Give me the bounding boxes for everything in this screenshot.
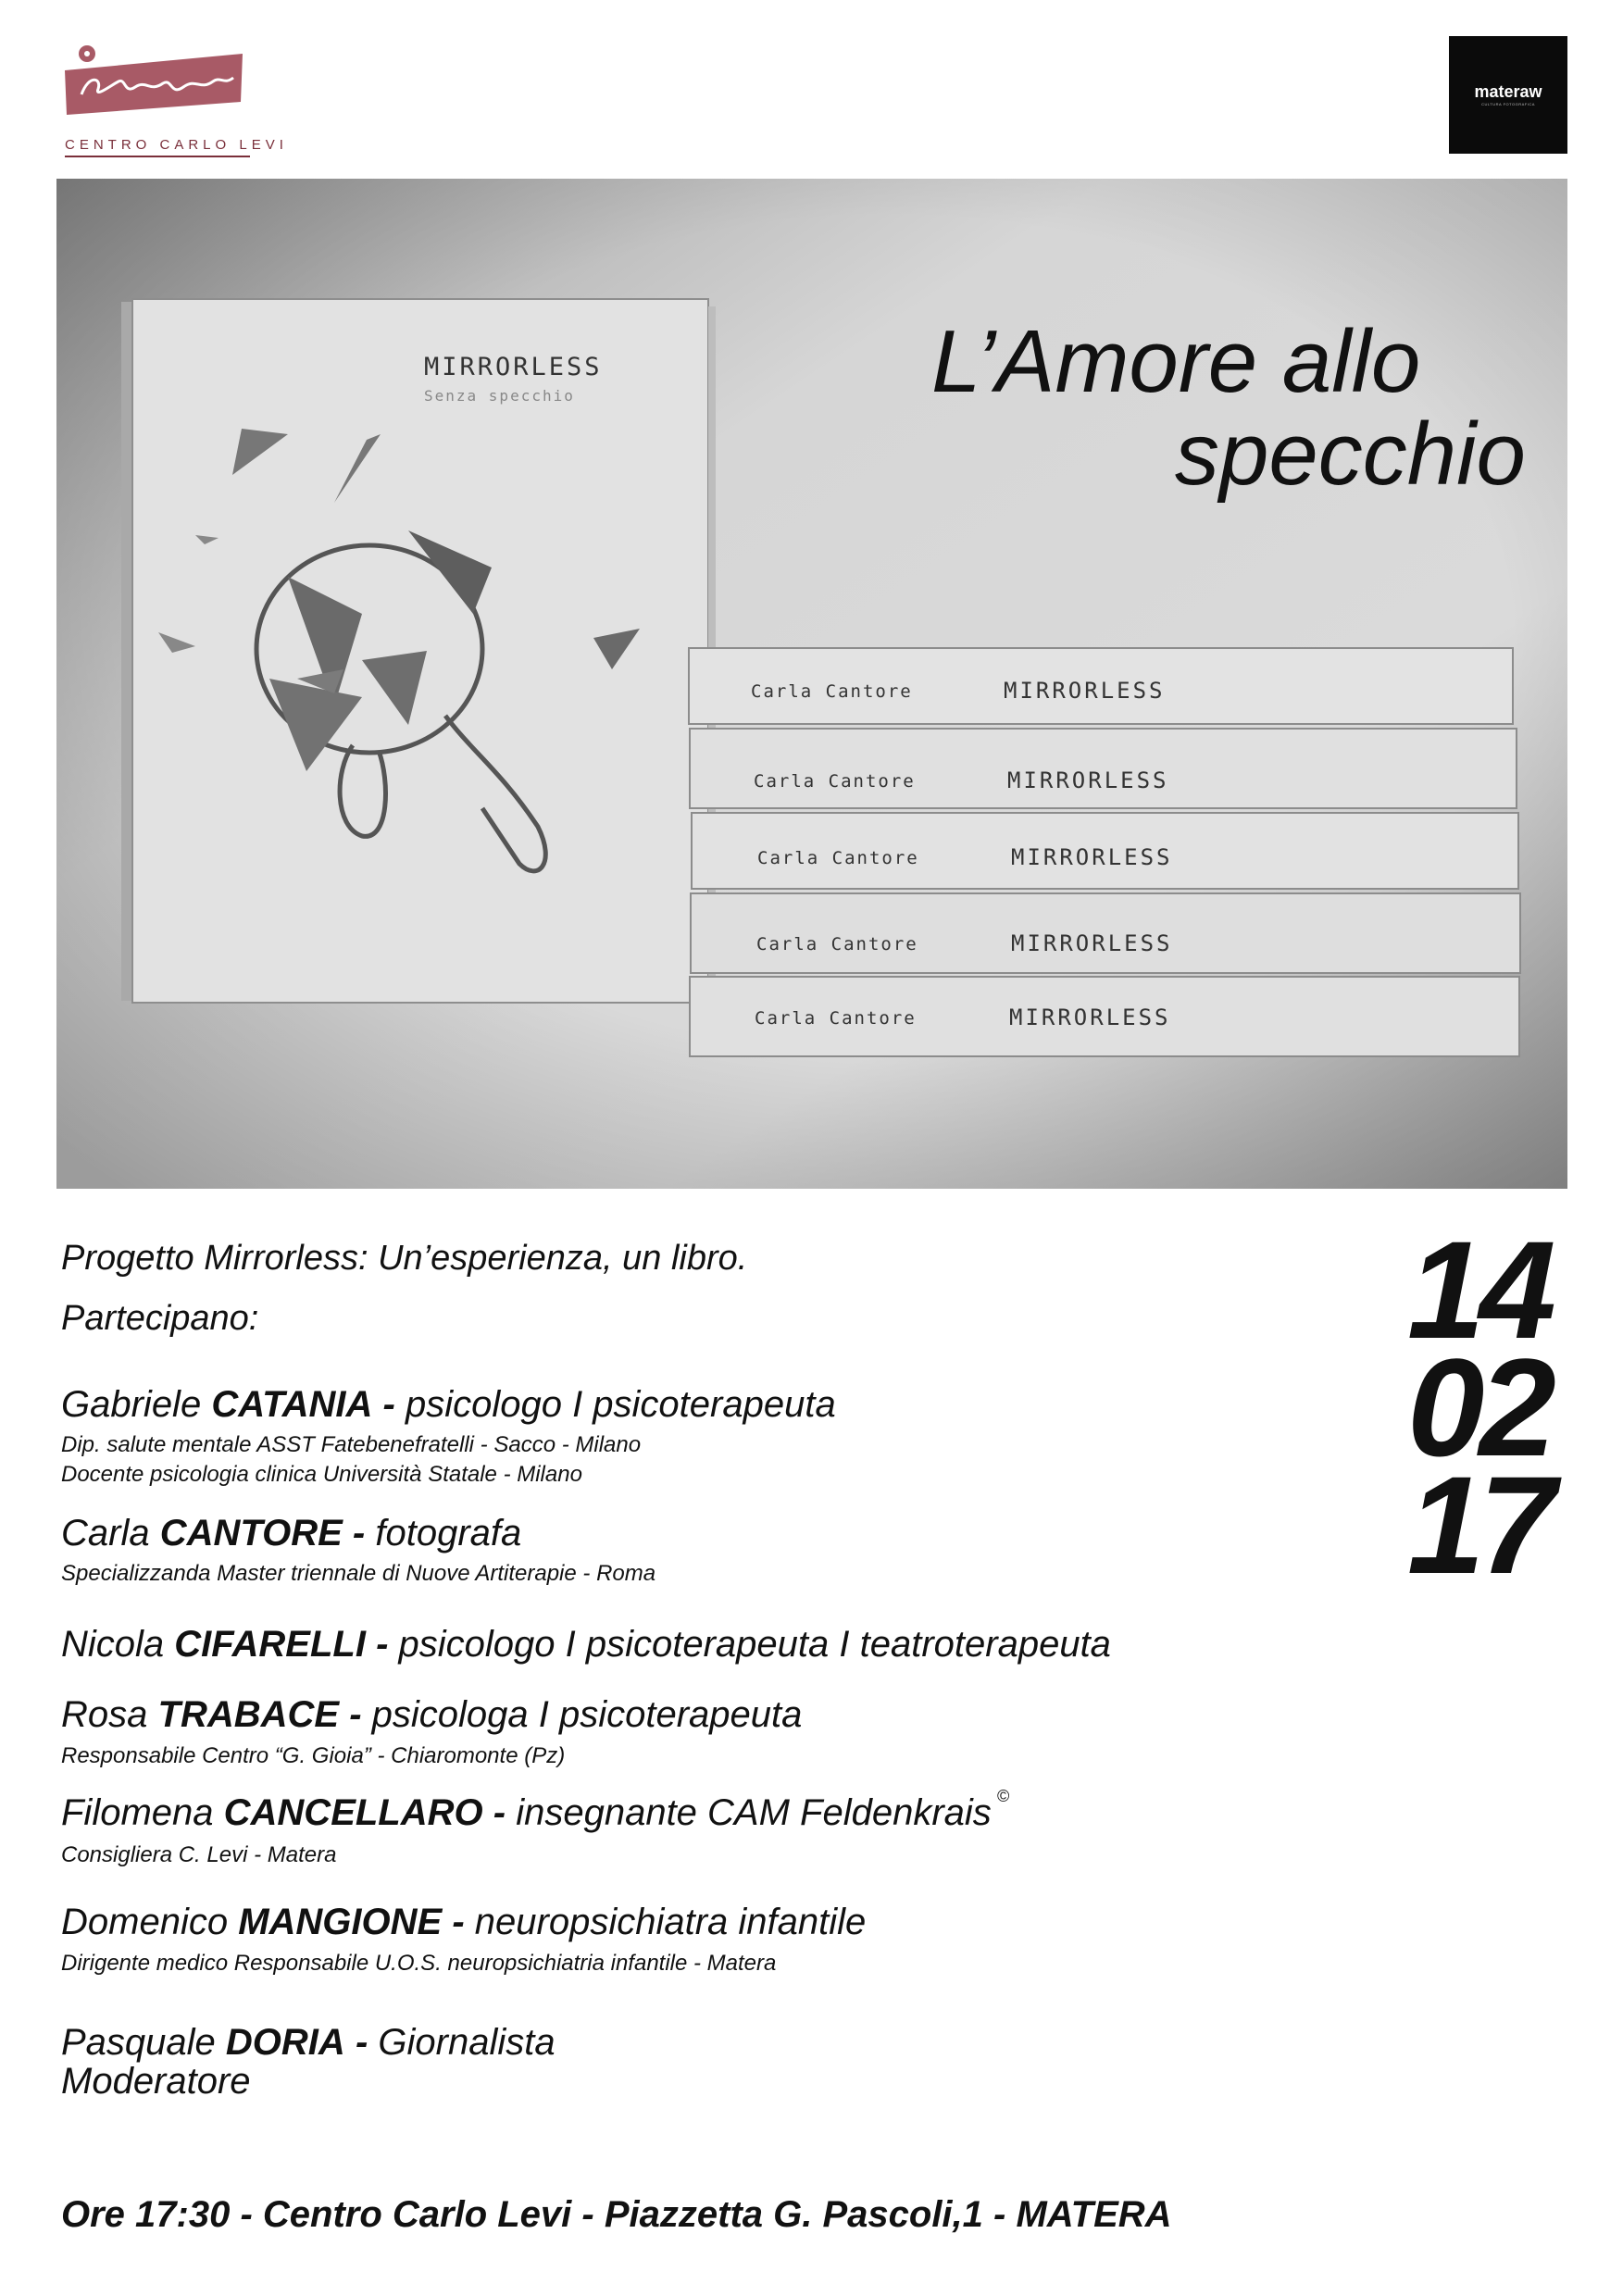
participant-first-name: Pasquale: [61, 2022, 216, 2063]
materaw-logo-tagline: CULTURA FOTOGRAFICA: [1481, 102, 1535, 106]
participant-role: fotografa: [375, 1513, 522, 1554]
logo-caption: CENTRO CARLO LEVI: [65, 137, 288, 153]
participant-trabace: [61, 1694, 802, 1736]
participant-role: insegnante CAM Feldenkrais: [516, 1792, 992, 1833]
participant-last-name: CANCELLARO: [223, 1792, 483, 1833]
participant-moderator-note: Moderatore: [61, 2061, 251, 2102]
spine-author: Carla Cantore: [754, 771, 916, 792]
participant-first-name: Carla: [61, 1513, 150, 1554]
participant-detail: Specializzanda Master triennale di Nuove Artiterapie - Roma: [61, 1561, 656, 1586]
headline-line-2: specchio: [1175, 405, 1526, 504]
carlo-levi-signature-badge: [61, 41, 246, 117]
copyright-mark: ©: [996, 1787, 1010, 1805]
participant-cancellaro: [61, 1787, 1010, 1834]
stack-book-1: [689, 648, 1513, 724]
participant-separator: -: [376, 1624, 389, 1665]
book-cover-title: MIRRORLESS: [424, 353, 603, 381]
participant-first-name: Nicola: [61, 1624, 165, 1665]
stack-book-3: [692, 813, 1518, 889]
participant-last-name: CANTORE: [159, 1513, 343, 1554]
standing-book: [121, 299, 716, 1003]
participants-label: Partecipano:: [61, 1299, 259, 1338]
participant-role: psicologa I psicoterapeuta: [371, 1694, 803, 1735]
date-month: 02: [1407, 1329, 1551, 1485]
participant-role: neuropsichiatra infantile: [474, 1902, 867, 1942]
spine-author: Carla Cantore: [755, 1008, 917, 1029]
stack-book-4: [691, 893, 1520, 973]
participant-detail: Dirigente medico Responsabile U.O.S. neuropsichiatria infantile - Matera: [61, 1951, 777, 1976]
participant-detail: Consigliera C. Levi - Matera: [61, 1842, 337, 1867]
participant-role: psicologo I psicoterapeuta: [405, 1384, 836, 1425]
participant-separator: -: [382, 1384, 395, 1425]
participant-first-name: Domenico: [61, 1902, 229, 1942]
participant-separator: -: [352, 1513, 366, 1554]
spine-author: Carla Cantore: [756, 934, 918, 955]
participant-role: Giornalista: [378, 2022, 556, 2063]
participant-last-name: DORIA: [225, 2022, 345, 2063]
participant-role: psicologo I psicoterapeuta I teatroterapeuta: [398, 1624, 1111, 1665]
books-photo: [56, 179, 1567, 1189]
participant-detail: Dip. salute mentale ASST Fatebenefratelli - Sacco - Milano: [61, 1432, 642, 1457]
spine-title: MIRRORLESS: [1004, 678, 1166, 704]
materaw-logo: [1449, 36, 1567, 154]
date-year: 17: [1407, 1447, 1551, 1603]
participant-separator: -: [349, 1694, 362, 1735]
participant-last-name: MANGIONE: [238, 1902, 443, 1942]
book-cover-subtitle: Senza specchio: [424, 387, 575, 405]
event-time-location: Ore 17:30 - Centro Carlo Levi - Piazzetta G. Pascoli,1 - MATERA: [61, 2194, 1172, 2235]
date-day: 14: [1407, 1212, 1551, 1367]
participant-separator: -: [493, 1792, 506, 1833]
stack-book-2: [690, 729, 1517, 808]
spine-title: MIRRORLESS: [1011, 844, 1173, 870]
spine-title: MIRRORLESS: [1007, 767, 1169, 793]
spine-author: Carla Cantore: [751, 681, 913, 702]
project-title: Progetto Mirrorless: Un’esperienza, un libro.: [61, 1239, 748, 1278]
participant-separator: -: [452, 1902, 465, 1942]
materaw-logo-name: materaw: [1474, 82, 1542, 101]
participant-cantore: [61, 1513, 521, 1554]
participant-separator: -: [355, 2022, 368, 2063]
participant-first-name: Rosa: [61, 1694, 148, 1735]
participant-last-name: CATANIA: [211, 1384, 373, 1425]
participant-detail: Docente psicologia clinica Università Statale - Milano: [61, 1462, 582, 1487]
logo-underline: [65, 156, 250, 157]
centro-carlo-levi-logo: [61, 41, 288, 161]
spine-title: MIRRORLESS: [1009, 1004, 1171, 1030]
participant-last-name: CIFARELLI: [174, 1624, 366, 1665]
participant-detail: Responsabile Centro “G. Gioia” - Chiaromonte (Pz): [61, 1743, 566, 1768]
participant-catania: [61, 1384, 836, 1426]
participant-mangione: [61, 1902, 866, 1943]
participant-cifarelli: [61, 1624, 1111, 1666]
book-stack: [689, 648, 1520, 1056]
headline-line-1: L’Amore allo: [931, 312, 1421, 411]
hero-photo: [56, 179, 1567, 1189]
participant-doria: [61, 2022, 556, 2064]
participant-first-name: Gabriele: [61, 1384, 202, 1425]
participant-first-name: Filomena: [61, 1792, 214, 1833]
participant-last-name: TRABACE: [157, 1694, 340, 1735]
stack-book-5: [690, 977, 1519, 1056]
spine-title: MIRRORLESS: [1011, 930, 1173, 956]
spine-author: Carla Cantore: [757, 848, 919, 868]
